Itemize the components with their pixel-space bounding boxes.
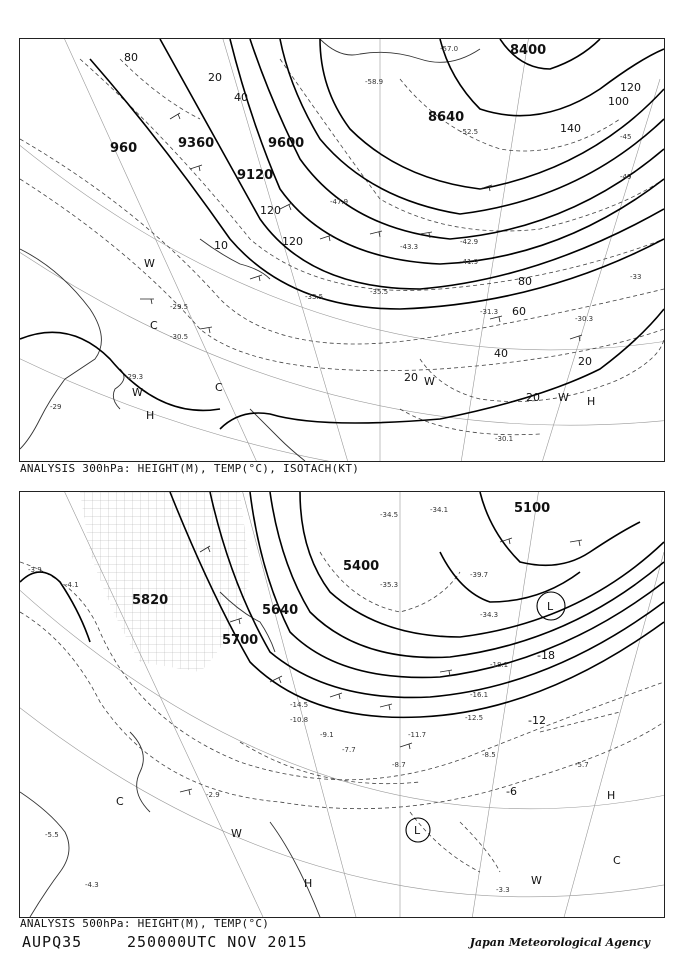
temp-value: -49 — [620, 173, 632, 181]
temp-contour-label: -6 — [506, 785, 517, 798]
height-label-5820: 5820 — [132, 593, 169, 608]
map-panel-500hpa — [19, 491, 665, 918]
temp-value: -29 — [50, 403, 62, 411]
temp-value: -35.5 — [370, 288, 389, 296]
height-label-9360-a: 9360 — [178, 136, 215, 151]
height-label-9120: 9120 — [237, 168, 274, 183]
temp-value: -29.3 — [125, 373, 144, 381]
isotach-label: 120 — [260, 204, 281, 217]
temp-value: -3.3 — [496, 886, 510, 894]
temp-value: -45 — [620, 133, 632, 141]
caption-500hpa: ANALYSIS 500hPa: HEIGHT(M), TEMP(°C) — [20, 917, 270, 930]
low-symbol: L — [414, 824, 421, 837]
temp-value: -34.1 — [430, 506, 449, 514]
temp-value: -31.3 — [480, 308, 499, 316]
height-label-5700: 5700 — [222, 633, 259, 648]
isotach-label: 60 — [512, 305, 526, 318]
agency-name: Japan Meteorological Agency — [469, 936, 650, 949]
temp-value: -10.8 — [290, 716, 309, 724]
caption-300hpa: ANALYSIS 300hPa: HEIGHT(M), TEMP(°C), ISOTACH(KT) — [20, 462, 360, 475]
isotach-label: 20 — [208, 71, 222, 84]
warm-symbol: W — [132, 386, 143, 399]
height-labels — [110, 43, 546, 183]
isotach-label: 100 — [608, 95, 629, 108]
temp-value: -3.9 — [28, 566, 42, 574]
isotach-labels — [124, 51, 641, 404]
isotach-label: 80 — [518, 275, 532, 288]
map-panel-300hpa — [19, 38, 665, 462]
isotach-label: 40 — [494, 347, 508, 360]
temp-value: -33.5 — [305, 293, 324, 301]
temp-value: -34.5 — [380, 511, 399, 519]
temp-value: -11.7 — [408, 731, 427, 739]
isotach-label: 20 — [526, 391, 540, 404]
height-contours — [20, 39, 664, 429]
high-symbol: H — [607, 789, 616, 802]
isotach-label: 80 — [124, 51, 138, 64]
height-label-5100: 5100 — [514, 501, 551, 516]
isotach-label: 140 — [560, 122, 581, 135]
temp-value: -35.3 — [380, 581, 399, 589]
temp-value: -8.5 — [482, 751, 496, 759]
temp-contour-label: -12 — [528, 714, 546, 727]
temp-contour-label: -18 — [537, 649, 555, 662]
height-label-8640: 8640 — [428, 110, 465, 125]
temp-value: -58.9 — [365, 78, 384, 86]
temp-value: -30.1 — [495, 435, 514, 443]
height-label-8400: 8400 — [510, 43, 547, 58]
height-label-5640: 5640 — [262, 603, 299, 618]
temp-value: -39.7 — [470, 571, 489, 579]
temp-value: -5.7 — [575, 761, 589, 769]
cold-symbol: C — [150, 319, 158, 332]
temp-value: -42.9 — [460, 238, 479, 246]
temp-value: -47.9 — [330, 198, 349, 206]
temp-value: -4.3 — [85, 881, 99, 889]
temp-value: -18.1 — [490, 661, 509, 669]
warm-symbol: W — [531, 874, 542, 887]
temp-value: -34.3 — [480, 611, 499, 619]
valid-time: 250000UTC NOV 2015 — [127, 933, 308, 951]
isotach-label: 20 — [578, 355, 592, 368]
temp-value: -16.1 — [470, 691, 489, 699]
temp-values — [50, 45, 641, 443]
high-symbol: H — [587, 395, 596, 408]
temp-value: -29.5 — [170, 303, 189, 311]
temp-value: -4.1 — [65, 581, 79, 589]
isotach-label: 10 — [214, 239, 228, 252]
high-symbol: H — [304, 877, 313, 890]
isotach-label: 40 — [234, 91, 248, 104]
temp-value: -2.9 — [206, 791, 220, 799]
temp-value: -7.7 — [342, 746, 356, 754]
temp-value: -43.3 — [400, 243, 419, 251]
cold-symbol: C — [215, 381, 223, 394]
temp-contour-labels — [506, 649, 555, 798]
temp-value: -30.3 — [575, 315, 594, 323]
height-label-960: 960 — [110, 141, 138, 156]
warm-symbol: W — [231, 827, 242, 840]
warm-symbol: W — [558, 391, 569, 404]
temp-value: -52.5 — [460, 128, 479, 136]
cold-symbol: C — [613, 854, 621, 867]
isotherms — [20, 59, 664, 435]
temp-value: -57.0 — [440, 45, 459, 53]
isotach-label: 20 — [404, 371, 418, 384]
cold-symbol: C — [116, 795, 124, 808]
temp-value: -14.5 — [290, 701, 309, 709]
height-label-9600: 9600 — [268, 136, 305, 151]
isotach-label: 120 — [282, 235, 303, 248]
temp-value: -12.5 — [465, 714, 484, 722]
map-500hpa — [20, 492, 664, 917]
chart-id: AUPQ35 — [22, 933, 83, 951]
temp-value: -8.7 — [392, 761, 406, 769]
high-symbol: H — [146, 409, 155, 422]
temp-value: -41.9 — [460, 258, 479, 266]
warm-symbol: W — [144, 257, 155, 270]
temp-value: -30.5 — [170, 333, 189, 341]
height-label-5400: 5400 — [343, 559, 380, 574]
isotach-label: 120 — [620, 81, 641, 94]
temp-value: -5.5 — [45, 831, 59, 839]
warm-symbol: W — [424, 375, 435, 388]
temp-value: -33 — [630, 273, 642, 281]
temp-value: -9.1 — [320, 731, 334, 739]
map-300hpa — [20, 39, 664, 461]
low-symbol: L — [547, 600, 554, 613]
